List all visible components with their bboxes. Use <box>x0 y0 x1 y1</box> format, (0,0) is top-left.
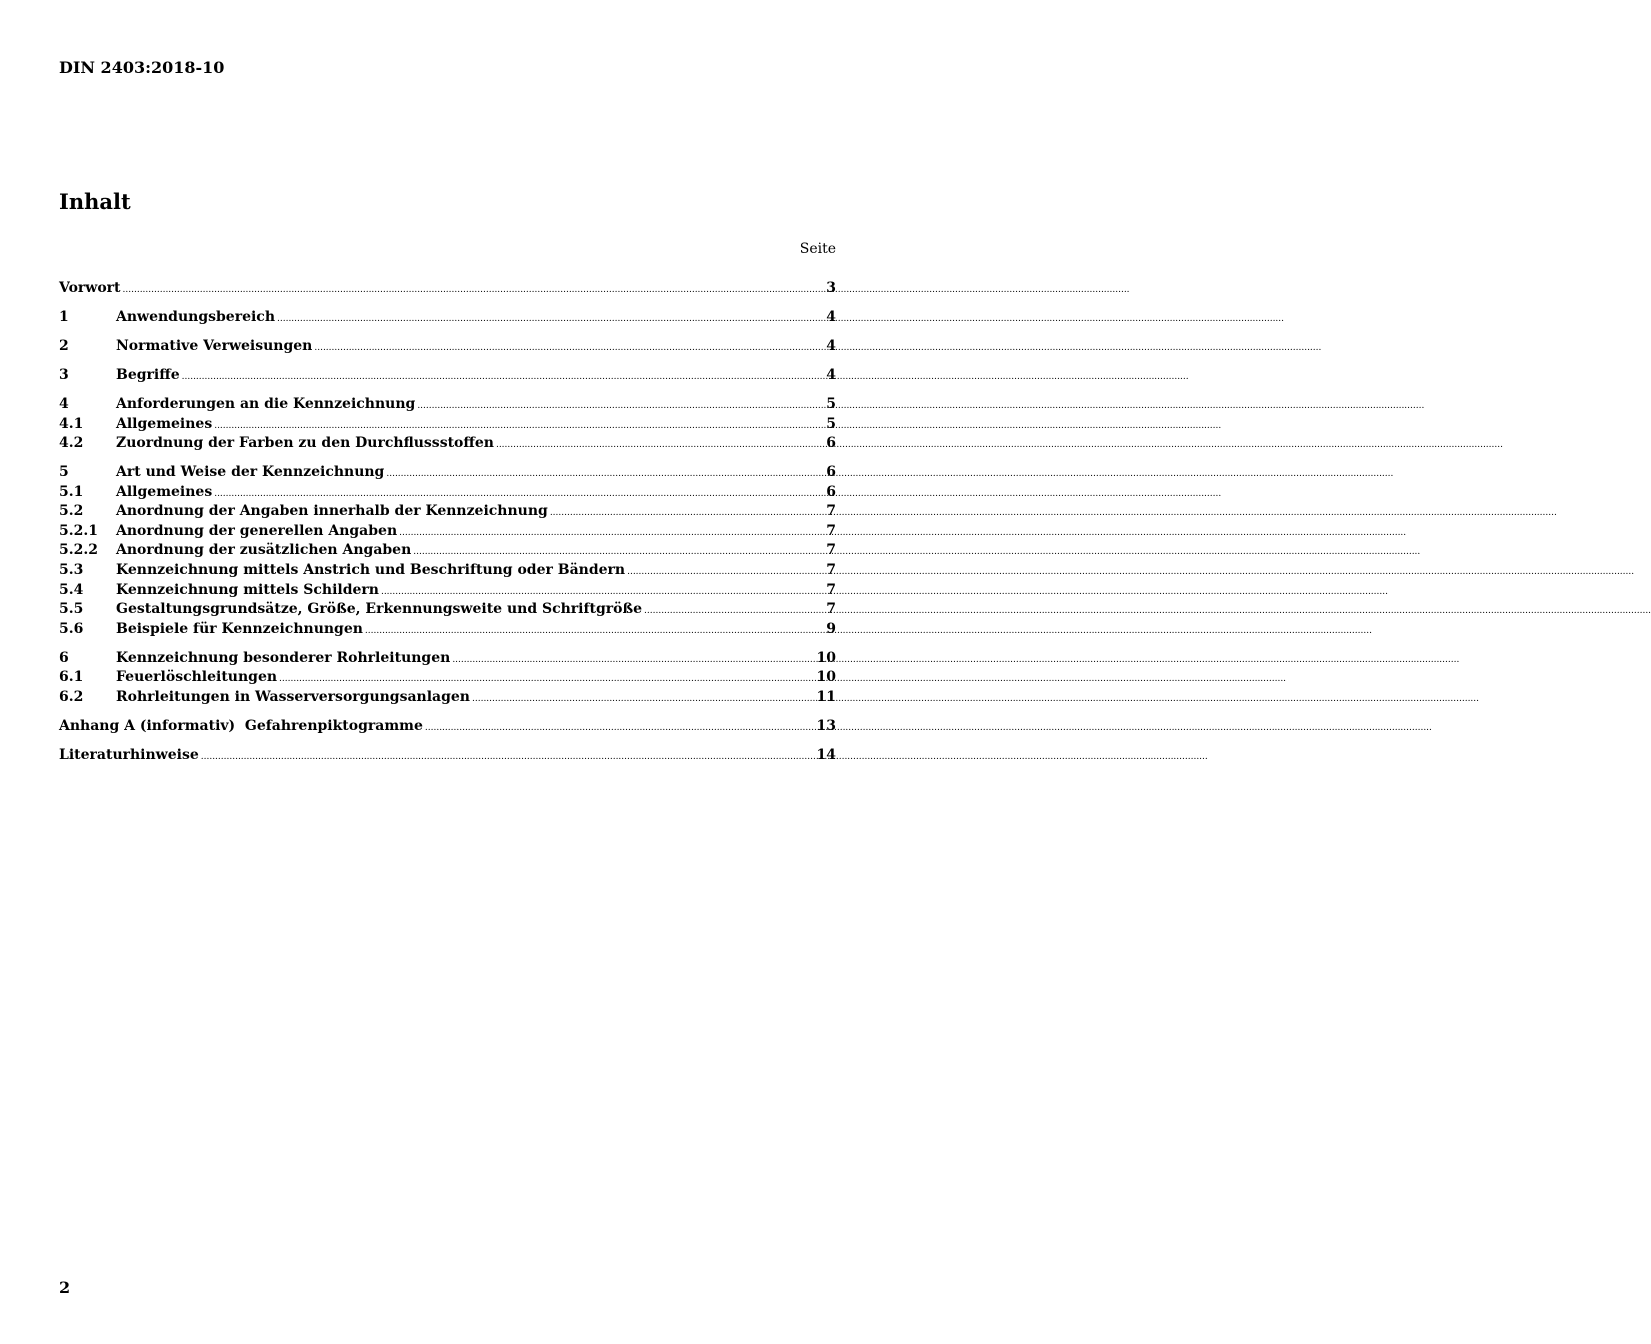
toc-entry-6-2[interactable] <box>59 688 836 708</box>
toc-entry-page: 6 <box>826 483 836 500</box>
toc-entry-title: Vorwort <box>59 280 121 296</box>
toc-entry-title: Kennzeichnung mittels Schildern <box>116 581 379 598</box>
toc-entry-page: 6 <box>826 435 836 452</box>
toc-entry-title: Anordnung der generellen Angaben <box>116 522 398 539</box>
toc-leader-dots <box>496 436 824 456</box>
toc-entry-page: 7 <box>826 601 836 618</box>
toc-leader-dots <box>365 622 824 642</box>
toc-leader-dots <box>399 524 824 544</box>
toc-entry-number: 5.2.1 <box>59 522 98 539</box>
toc-entry-5-2-2[interactable] <box>59 541 836 561</box>
toc-entry-title: Zuordnung der Farben zu den Durchflussstoffen <box>116 435 494 452</box>
toc-entry-title: Anordnung der zusätzlichen Angaben <box>116 542 412 559</box>
toc-leader-dots <box>386 465 824 485</box>
toc-leader-dots <box>314 339 824 359</box>
toc-entry-title: Kennzeichnung mittels Anstrich und Beschriftung oder Bändern <box>116 562 626 579</box>
toc-entry-number: 5 <box>59 464 69 481</box>
toc-entry-page: 4 <box>826 366 836 383</box>
toc-entry-number: 5.5 <box>59 601 84 618</box>
toc-leader-dots <box>417 397 824 417</box>
toc-entry-5-1[interactable] <box>59 483 836 503</box>
toc-entry-number: 5.6 <box>59 620 84 637</box>
toc-entry-number: 6.2 <box>59 689 84 706</box>
toc-entry-4-1[interactable] <box>59 415 836 435</box>
toc-entry-title: Feuerlöschleitungen <box>116 669 278 686</box>
toc-entry-page: 7 <box>826 542 836 559</box>
toc-entry-page: 6 <box>826 464 836 481</box>
toc-entry-anhang-a[interactable] <box>59 717 836 737</box>
toc-entry-5-2-1[interactable] <box>59 522 836 542</box>
toc-entry-5-4[interactable] <box>59 581 836 601</box>
toc-entry-page: 4 <box>826 308 836 325</box>
toc-entry-5-3[interactable] <box>59 561 836 581</box>
toc-entry-title: Allgemeines <box>116 483 213 500</box>
toc-leader-dots <box>182 368 825 388</box>
toc-entry-page: 7 <box>826 581 836 598</box>
toc-entry-4-2[interactable] <box>59 434 836 454</box>
toc-entry-title: Literaturhinweise <box>59 747 199 763</box>
toc-entry-number: 5.3 <box>59 562 84 579</box>
toc-entry-title: Anhang A (informativ) Gefahrenpiktogramme <box>59 718 423 735</box>
toc-leader-dots <box>627 563 824 583</box>
toc-entry-title: Normative Verweisungen <box>116 337 313 354</box>
document-id: DIN 2403:2018-10 <box>59 58 225 77</box>
toc-entry-vorwort[interactable] <box>59 279 836 299</box>
toc-entry-number: 5.4 <box>59 581 84 598</box>
toc-entry-title: Kennzeichnung besonderer Rohrleitungen <box>116 649 451 666</box>
toc-entry-number: 4 <box>59 395 69 412</box>
toc-entry-5[interactable] <box>59 463 836 483</box>
toc-entry-number: 6.1 <box>59 669 84 686</box>
toc-entry-5-5[interactable] <box>59 600 836 620</box>
toc-entry-6[interactable] <box>59 649 836 669</box>
toc-entry-title: Anwendungsbereich <box>116 308 275 325</box>
toc-entry-number: 4.2 <box>59 435 84 452</box>
toc-entry-number: 1 <box>59 308 69 325</box>
toc-entry-number: 3 <box>59 366 69 383</box>
toc-entry-page: 13 <box>816 718 836 735</box>
toc-entry-5-6[interactable] <box>59 620 836 640</box>
toc-entry-page: 10 <box>816 649 836 666</box>
toc-entry-number: 5.2.2 <box>59 542 98 559</box>
toc-entry-title: Gestaltungsgrundsätze, Größe, Erkennungsweite und Schriftgröße <box>116 601 643 618</box>
toc-entry-title: Begriffe <box>116 366 180 383</box>
toc-leader-dots <box>277 310 824 330</box>
table-of-contents <box>59 279 836 766</box>
toc-entry-page: 5 <box>826 395 836 412</box>
toc-leader-dots <box>452 651 814 671</box>
toc-entry-page: 7 <box>826 562 836 579</box>
toc-entry-title: Rohrleitungen in Wasserversorgungsanlagen <box>116 689 470 706</box>
toc-entry-title: Art und Weise der Kennzeichnung <box>116 464 385 481</box>
toc-entry-number: 5.1 <box>59 483 84 500</box>
toc-entry-literaturhinweise[interactable] <box>59 746 836 766</box>
toc-entry-number: 4.1 <box>59 415 84 432</box>
toc-entry-5-2[interactable] <box>59 502 836 522</box>
toc-entry-1[interactable] <box>59 308 836 328</box>
toc-entry-page: 11 <box>816 689 836 706</box>
toc-entry-number: 2 <box>59 337 69 354</box>
toc-entry-page: 4 <box>826 337 836 354</box>
toc-entry-4[interactable] <box>59 395 836 415</box>
page-number: 2 <box>59 1278 71 1297</box>
toc-entry-number: 6 <box>59 649 69 666</box>
toc-entry-6-1[interactable] <box>59 668 836 688</box>
toc-entry-title: Anforderungen an die Kennzeichnung <box>116 395 416 412</box>
toc-entry-title: Allgemeines <box>116 415 213 432</box>
toc-leader-dots <box>644 602 824 622</box>
toc-entry-3[interactable] <box>59 366 836 386</box>
toc-leader-dots <box>123 281 825 301</box>
toc-leader-dots <box>550 504 824 524</box>
toc-entry-number: 5.2 <box>59 503 84 520</box>
toc-leader-dots <box>425 719 815 739</box>
toc-entry-page: 5 <box>826 415 836 432</box>
toc-entry-page: 14 <box>816 747 836 763</box>
toc-entry-title: Anordnung der Angaben innerhalb der Kennzeichnung <box>116 503 548 520</box>
toc-entry-page: 3 <box>826 280 836 296</box>
page-column-label: Seite <box>799 241 836 257</box>
toc-entry-page: 7 <box>826 522 836 539</box>
toc-leader-dots <box>201 748 815 768</box>
toc-entry-page: 10 <box>816 669 836 686</box>
toc-heading: Inhalt <box>59 189 131 214</box>
toc-entry-title: Beispiele für Kennzeichnungen <box>116 620 363 637</box>
toc-entry-page: 7 <box>826 503 836 520</box>
toc-entry-page: 9 <box>826 620 836 637</box>
toc-leader-dots <box>472 690 815 710</box>
toc-entry-2[interactable] <box>59 337 836 357</box>
